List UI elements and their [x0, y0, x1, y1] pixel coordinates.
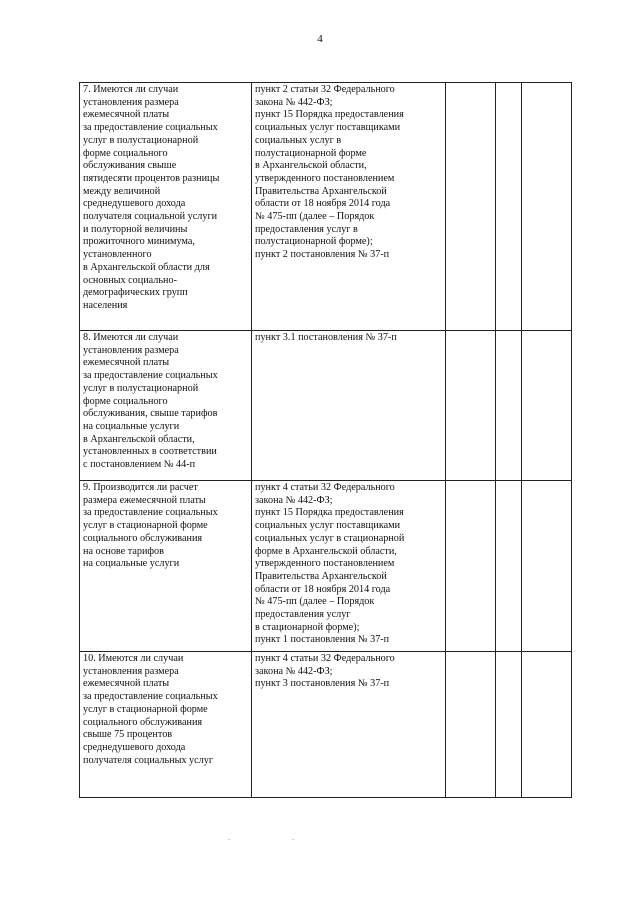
- question-cell: 9. Производится ли расчет размера ежемесячной платы за предоставление социальных услуг в стационарной форме социального обслуживания на основе тарифов на социальные услуги: [80, 481, 252, 652]
- answer-yes-cell[interactable]: [446, 652, 496, 798]
- table-row: [80, 83, 572, 331]
- table-row: [80, 331, 572, 481]
- checklist-table: [79, 82, 572, 798]
- answer-no-cell[interactable]: [496, 83, 522, 331]
- table-row: [80, 652, 572, 798]
- table-row: [80, 481, 572, 652]
- note-cell[interactable]: [522, 331, 572, 481]
- note-cell[interactable]: [522, 652, 572, 798]
- reference-cell: пункт 4 статьи 32 Федерального закона № 442-ФЗ; пункт 15 Порядка предоставления социальных услуг поставщиками социальных услуг в стационарной форме в Архангельской области, утвержденного постановлением Правительства Архангельской области от 18 ноября 2014 года № 475-пп (далее – Порядок предоставления услуг в стационарной форме); пункт 1 постановления № 37-п: [252, 481, 446, 652]
- answer-no-cell[interactable]: [496, 652, 522, 798]
- page-number: 4: [317, 33, 323, 45]
- scan-marks: . .: [228, 833, 324, 842]
- note-cell[interactable]: [522, 83, 572, 331]
- reference-cell: пункт 3.1 постановления № 37-п: [252, 331, 446, 481]
- question-cell: 10. Имеются ли случаи установления размера ежемесячной платы за предоставление социальных услуг в стационарной форме социального обслуживания свыше 75 процентов среднедушевого дохода получателя социальных услуг: [80, 652, 252, 798]
- question-cell: 8. Имеются ли случаи установления размера ежемесячной платы за предоставление социальных услуг в полустационарной форме социального обслуживания, свыше тарифов на социальные услуги в Архангельской области, установленных в соответствии с постановлением № 44-п: [80, 331, 252, 481]
- answer-yes-cell[interactable]: [446, 481, 496, 652]
- reference-cell: пункт 4 статьи 32 Федерального закона № 442-ФЗ; пункт 3 постановления № 37-п: [252, 652, 446, 798]
- answer-yes-cell[interactable]: [446, 83, 496, 331]
- note-cell[interactable]: [522, 481, 572, 652]
- answer-no-cell[interactable]: [496, 331, 522, 481]
- reference-cell: пункт 2 статьи 32 Федерального закона № 442-ФЗ; пункт 15 Порядка предоставления социальных услуг поставщиками социальных услуг в полустационарной форме в Архангельской области, утвержденного постановлением Правительства Архангельской области от 18 ноября 2014 года № 475-пп (далее – Порядок предоставления услуг в полустационарной форме); пункт 2 постановления № 37-п: [252, 83, 446, 331]
- answer-yes-cell[interactable]: [446, 331, 496, 481]
- question-cell: 7. Имеются ли случаи установления размера ежемесячной платы за предоставление социальных услуг в полустационарной форме социального обслуживания свыше пятидесяти процентов разницы между величиной среднедушевого дохода получателя социальной услуги и полуторной величины прожиточного минимума, установленного в Архангельской области для основных социально- демографических групп населения: [80, 83, 252, 331]
- answer-no-cell[interactable]: [496, 481, 522, 652]
